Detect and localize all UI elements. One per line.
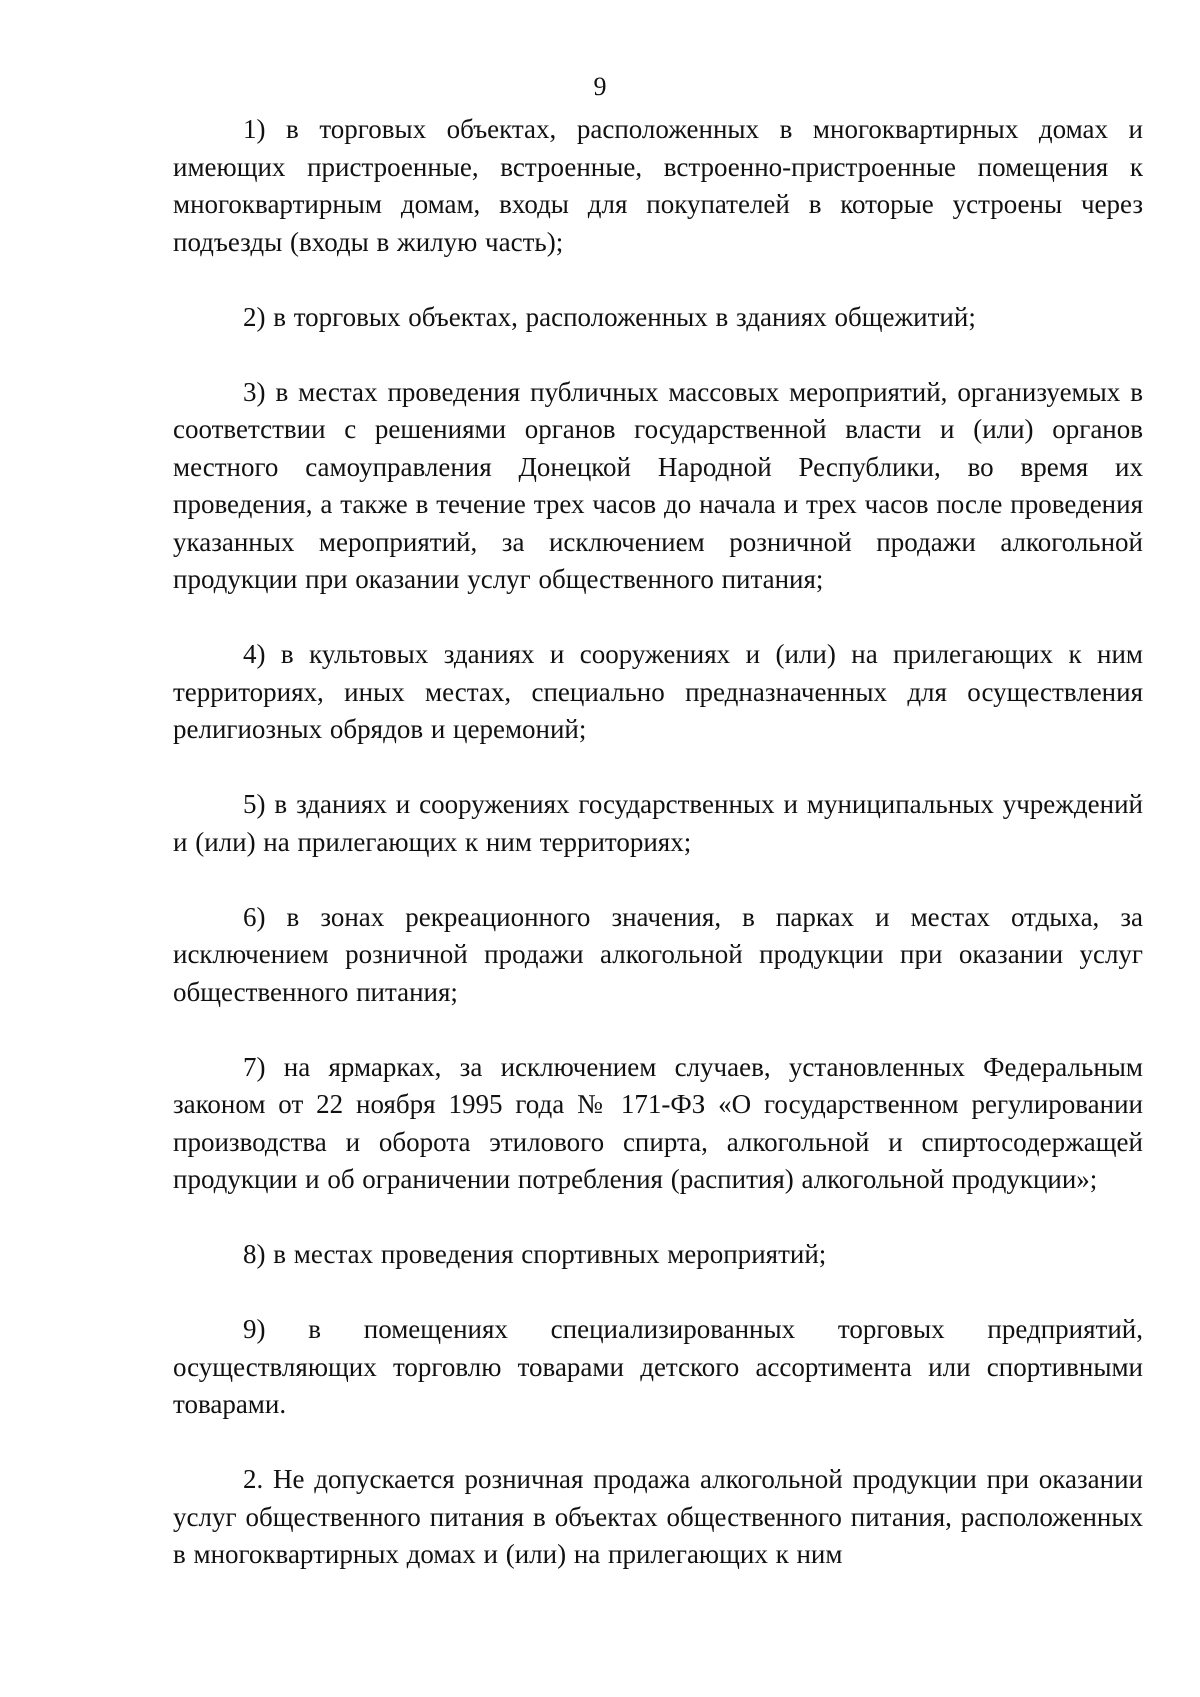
page-number: 9	[593, 72, 607, 101]
list-item-6: 6) в зонах рекреационного значения, в парках и местах отдыха, за исключением розничной продажи алкогольной продукции при оказании услуг общественного питания;	[173, 901, 1143, 1007]
list-item-3: 3) в местах проведения публичных массовых мероприятий, организуемых в соответствии с решениями органов государственной власти и (или) органов местного самоуправления Донецкой Народной Республики, во время их проведения, а также в течение трех часов до начала и трех часов после проведения указанных мероприятий, за исключением розничной продажи алкогольной продукции при оказании услуг общественного питания;	[173, 376, 1143, 594]
list-item-9: 9) в помещениях специализированных торговых предприятий, осуществляющих торговлю товарами детского ассортимента или спортивными товарами.	[173, 1314, 1143, 1419]
list-item-2: 2) в торговых объектах, расположенных в зданиях общежитий;	[243, 301, 976, 332]
list-item-7: 7) на ярмарках, за исключением случаев, установленных Федеральным законом от 22 ноября 1995 года № 171-ФЗ «О государственном регулировании производства и оборота этилового спирта, алкогольной и спиртосодержащей продукции и об ограничении потребления (распития) алкогольной продукции»;	[173, 1051, 1143, 1194]
list-item-4: 4) в культовых зданиях и сооружениях и (или) на прилегающих к ним территориях, иных местах, специально предназначенных для осуществления религиозных обрядов и церемоний;	[173, 639, 1143, 744]
list-item-1: 1) в торговых объектах, расположенных в многоквартирных домах и имеющих пристроенные, встроенные, встроенно-пристроенные помещения к многоквартирным домам, входы для покупателей в которые устроены через подъезды (входы в жилую часть);	[173, 114, 1143, 257]
section-2-paragraph: 2. Не допускается розничная продажа алкогольной продукции при оказании услуг общественного питания в объектах общественного питания, расположенных в многоквартирных домах и (или) на прилегающих к ним	[173, 1464, 1143, 1569]
list-item-8: 8) в местах проведения спортивных мероприятий;	[243, 1239, 827, 1269]
list-item-5: 5) в зданиях и сооружениях государственных и муниципальных учреждений и (или) на прилегающих к ним территориях;	[173, 789, 1143, 857]
document-body	[173, 111, 1143, 1574]
